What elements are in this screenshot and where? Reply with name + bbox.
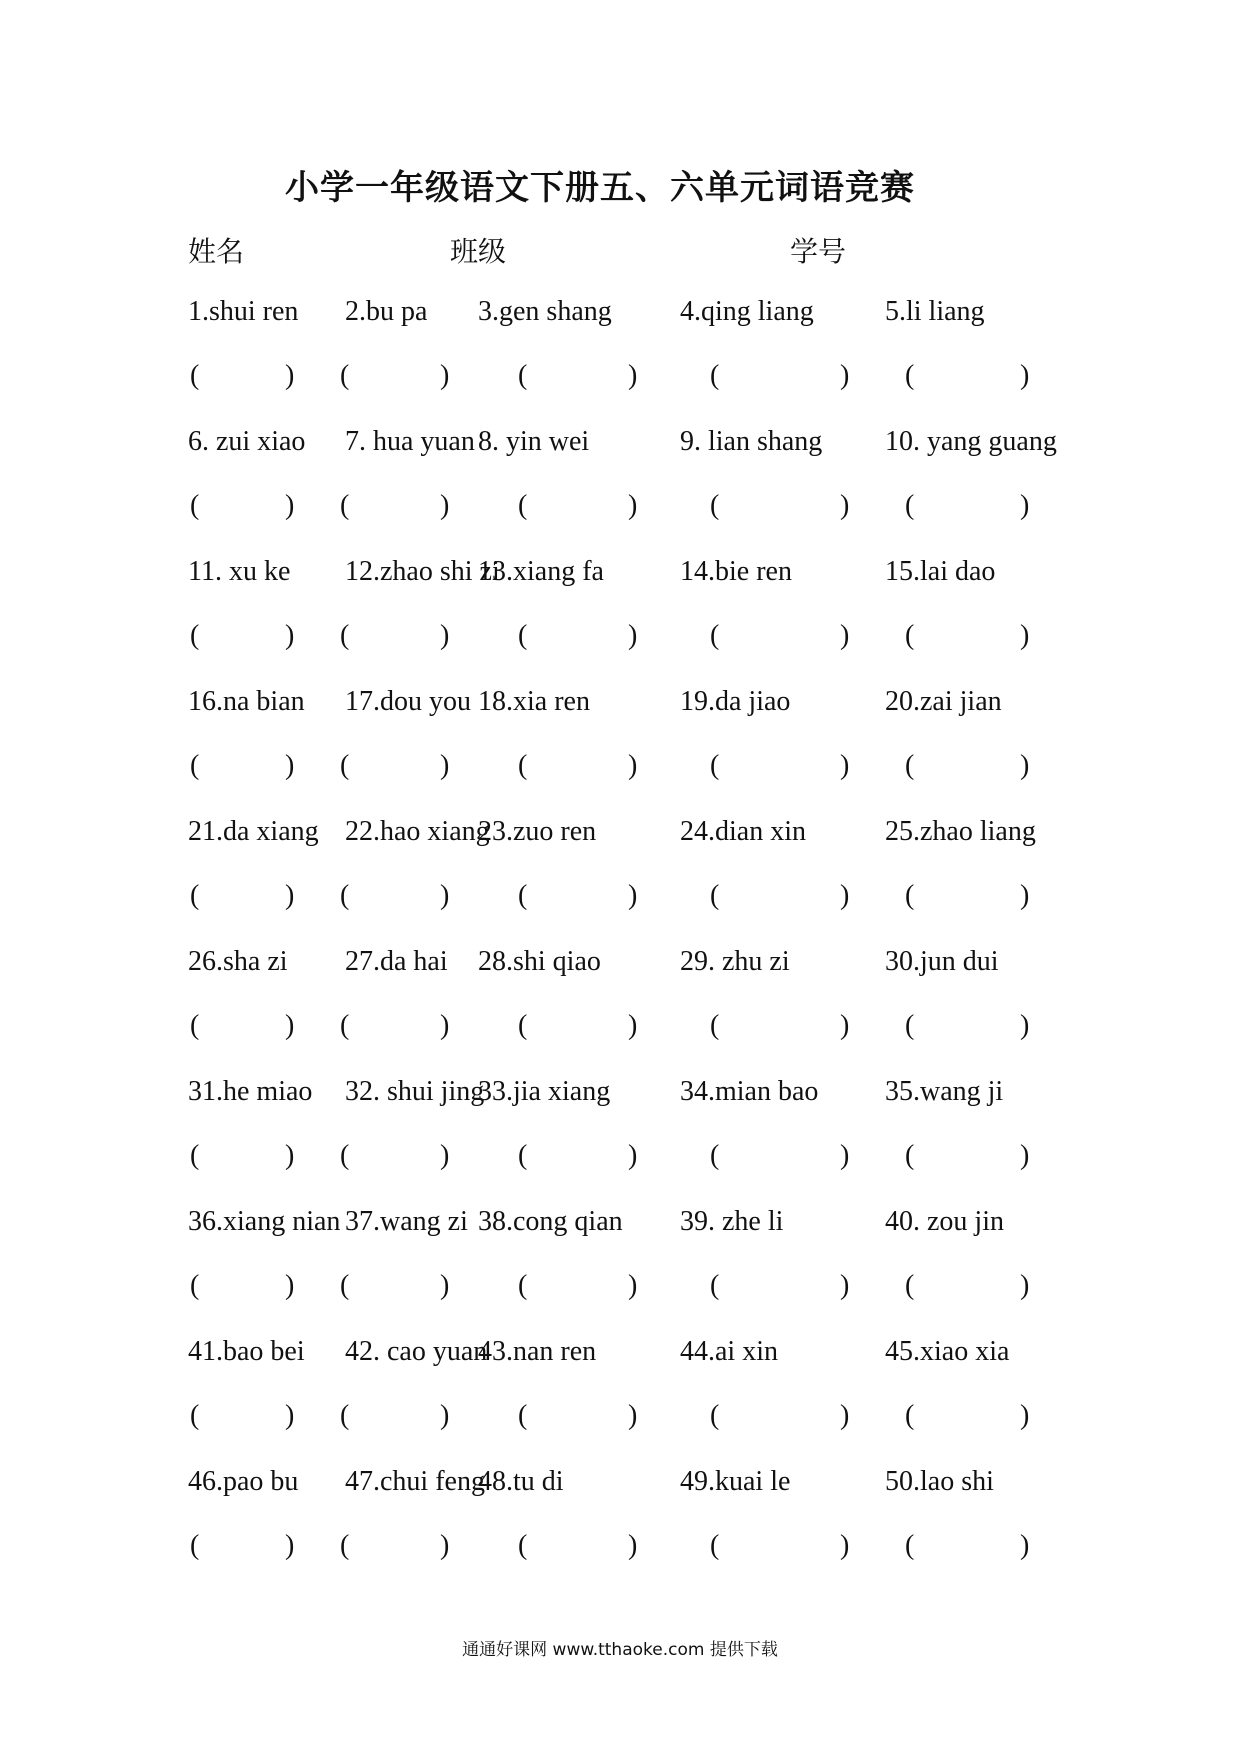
answer-paren-close: )	[628, 1530, 638, 1561]
answer-paren-close: )	[440, 880, 450, 911]
answer-paren-open: (	[518, 1530, 528, 1561]
answer-paren-close: )	[628, 620, 638, 651]
pinyin-item: 1.shui ren	[188, 296, 299, 327]
answer-paren-close: )	[840, 1270, 850, 1301]
answer-paren-open: (	[518, 1400, 528, 1431]
answer-paren-open: (	[905, 1400, 915, 1431]
pinyin-row	[0, 686, 1240, 726]
answer-paren-open: (	[518, 880, 528, 911]
answer-paren-close: )	[840, 1010, 850, 1041]
answer-paren-open: (	[518, 1140, 528, 1171]
answer-paren-close: )	[440, 1270, 450, 1301]
answer-row	[0, 1140, 1240, 1180]
answer-paren-close: )	[440, 1010, 450, 1041]
answer-paren-open: (	[905, 1010, 915, 1041]
pinyin-item: 30.jun dui	[885, 946, 999, 977]
pinyin-item: 33.jia xiang	[478, 1076, 611, 1107]
answer-paren-close: )	[1020, 1010, 1030, 1041]
pinyin-item: 14.bie ren	[680, 556, 792, 587]
answer-paren-open: (	[905, 620, 915, 651]
pinyin-row	[0, 1206, 1240, 1246]
answer-paren-open: (	[190, 490, 200, 521]
answer-paren-open: (	[710, 1530, 720, 1561]
pinyin-item: 19.da jiao	[680, 686, 791, 717]
answer-paren-close: )	[628, 1140, 638, 1171]
pinyin-row	[0, 1466, 1240, 1506]
pinyin-item: 24.dian xin	[680, 816, 806, 847]
name-label: 姓名	[188, 235, 245, 268]
answer-paren-open: (	[190, 620, 200, 651]
answer-paren-close: )	[285, 1140, 295, 1171]
pinyin-item: 16.na bian	[188, 686, 305, 717]
answer-paren-close: )	[840, 1400, 850, 1431]
answer-paren-open: (	[190, 1400, 200, 1431]
answer-paren-open: (	[518, 620, 528, 651]
answer-paren-close: )	[285, 1270, 295, 1301]
answer-paren-open: (	[710, 1400, 720, 1431]
answer-paren-close: )	[440, 620, 450, 651]
pinyin-item: 32. shui jing	[345, 1076, 485, 1107]
answer-paren-close: )	[628, 1400, 638, 1431]
answer-paren-open: (	[710, 1270, 720, 1301]
pinyin-item: 43.nan ren	[478, 1336, 597, 1367]
answer-paren-close: )	[628, 1270, 638, 1301]
pinyin-item: 5.li liang	[885, 296, 985, 327]
footer-credit: 通通好课网 www.tthaoke.com 提供下载	[462, 1640, 778, 1660]
answer-paren-open: (	[518, 1010, 528, 1041]
pinyin-item: 28.shi qiao	[478, 946, 601, 977]
pinyin-item: 11. xu ke	[188, 556, 291, 587]
answer-paren-open: (	[905, 490, 915, 521]
page-title: 小学一年级语文下册五、六单元词语竞赛	[285, 168, 915, 208]
answer-paren-open: (	[340, 880, 350, 911]
pinyin-item: 41.bao bei	[188, 1336, 305, 1367]
pinyin-row	[0, 556, 1240, 596]
pinyin-item: 8. yin wei	[478, 426, 590, 457]
pinyin-item: 9. lian shang	[680, 426, 823, 457]
answer-paren-close: )	[840, 620, 850, 651]
pinyin-row	[0, 426, 1240, 466]
pinyin-item: 49.kuai le	[680, 1466, 791, 1497]
pinyin-item: 4.qing liang	[680, 296, 814, 327]
pinyin-item: 29. zhu zi	[680, 946, 790, 977]
answer-paren-open: (	[340, 490, 350, 521]
answer-paren-open: (	[710, 1010, 720, 1041]
answer-paren-close: )	[628, 360, 638, 391]
answer-paren-open: (	[518, 490, 528, 521]
answer-row	[0, 1270, 1240, 1310]
answer-paren-close: )	[1020, 1400, 1030, 1431]
answer-paren-close: )	[285, 360, 295, 391]
answer-paren-close: )	[440, 360, 450, 391]
answer-paren-close: )	[440, 490, 450, 521]
answer-paren-close: )	[840, 490, 850, 521]
pinyin-row	[0, 1076, 1240, 1116]
answer-paren-close: )	[440, 750, 450, 781]
answer-row	[0, 750, 1240, 790]
answer-paren-open: (	[710, 1140, 720, 1171]
answer-paren-close: )	[1020, 1140, 1030, 1171]
pinyin-item: 22.hao xiang	[345, 816, 490, 847]
pinyin-item: 3.gen shang	[478, 296, 612, 327]
answer-paren-close: )	[840, 880, 850, 911]
pinyin-item: 2.bu pa	[345, 296, 428, 327]
answer-paren-close: )	[840, 360, 850, 391]
pinyin-item: 7. hua yuan	[345, 426, 475, 457]
answer-paren-open: (	[190, 360, 200, 391]
answer-paren-open: (	[190, 1010, 200, 1041]
pinyin-item: 23.zuo ren	[478, 816, 597, 847]
answer-paren-open: (	[905, 1530, 915, 1561]
answer-paren-open: (	[190, 880, 200, 911]
pinyin-item: 35.wang ji	[885, 1076, 1004, 1107]
answer-paren-close: )	[1020, 880, 1030, 911]
pinyin-row	[0, 816, 1240, 856]
answer-row	[0, 1010, 1240, 1050]
answer-paren-close: )	[1020, 1530, 1030, 1561]
answer-paren-close: )	[285, 880, 295, 911]
answer-paren-close: )	[285, 1400, 295, 1431]
answer-paren-close: )	[285, 1530, 295, 1561]
answer-row	[0, 490, 1240, 530]
answer-paren-open: (	[710, 880, 720, 911]
answer-row	[0, 1400, 1240, 1440]
answer-paren-open: (	[710, 490, 720, 521]
pinyin-item: 48.tu di	[478, 1466, 564, 1497]
answer-paren-open: (	[710, 620, 720, 651]
answer-paren-close: )	[628, 880, 638, 911]
answer-row	[0, 880, 1240, 920]
pinyin-item: 21.da xiang	[188, 816, 319, 847]
answer-paren-open: (	[905, 880, 915, 911]
pinyin-item: 50.lao shi	[885, 1466, 994, 1497]
answer-paren-close: )	[1020, 360, 1030, 391]
answer-paren-open: (	[340, 1400, 350, 1431]
pinyin-item: 47.chui feng	[345, 1466, 485, 1497]
student-id-label: 学号	[790, 235, 847, 268]
answer-paren-open: (	[518, 1270, 528, 1301]
answer-paren-open: (	[340, 1530, 350, 1561]
pinyin-item: 6. zui xiao	[188, 426, 306, 457]
pinyin-item: 36.xiang nian	[188, 1206, 341, 1237]
answer-paren-close: )	[1020, 490, 1030, 521]
answer-paren-open: (	[340, 1010, 350, 1041]
pinyin-item: 34.mian bao	[680, 1076, 819, 1107]
answer-paren-open: (	[340, 750, 350, 781]
pinyin-item: 44.ai xin	[680, 1336, 778, 1367]
answer-paren-open: (	[518, 360, 528, 391]
answer-paren-open: (	[710, 360, 720, 391]
pinyin-item: 27.da hai	[345, 946, 448, 977]
answer-paren-close: )	[1020, 1270, 1030, 1301]
answer-paren-close: )	[285, 750, 295, 781]
pinyin-item: 26.sha zi	[188, 946, 288, 977]
answer-paren-open: (	[710, 750, 720, 781]
pinyin-item: 17.dou you	[345, 686, 471, 717]
answer-paren-open: (	[190, 1530, 200, 1561]
pinyin-item: 42. cao yuan	[345, 1336, 488, 1367]
answer-paren-close: )	[840, 1530, 850, 1561]
answer-paren-open: (	[340, 360, 350, 391]
answer-paren-open: (	[518, 750, 528, 781]
pinyin-item: 20.zai jian	[885, 686, 1002, 717]
answer-paren-open: (	[905, 1140, 915, 1171]
pinyin-item: 46.pao bu	[188, 1466, 299, 1497]
pinyin-item: 13.xiang fa	[478, 556, 604, 587]
answer-paren-open: (	[190, 1140, 200, 1171]
pinyin-item: 39. zhe li	[680, 1206, 784, 1237]
pinyin-item: 10. yang guang	[885, 426, 1057, 457]
answer-paren-close: )	[628, 750, 638, 781]
pinyin-item: 38.cong qian	[478, 1206, 623, 1237]
answer-paren-close: )	[1020, 750, 1030, 781]
pinyin-item: 45.xiao xia	[885, 1336, 1010, 1367]
answer-paren-close: )	[840, 750, 850, 781]
answer-row	[0, 360, 1240, 400]
pinyin-item: 37.wang zi	[345, 1206, 468, 1237]
pinyin-item: 40. zou jin	[885, 1206, 1004, 1237]
answer-paren-close: )	[285, 490, 295, 521]
pinyin-item: 31.he miao	[188, 1076, 313, 1107]
answer-paren-close: )	[440, 1400, 450, 1431]
pinyin-item: 25.zhao liang	[885, 816, 1036, 847]
pinyin-row	[0, 1336, 1240, 1376]
answer-paren-close: )	[628, 490, 638, 521]
pinyin-row	[0, 296, 1240, 336]
answer-paren-open: (	[190, 750, 200, 781]
answer-paren-close: )	[840, 1140, 850, 1171]
pinyin-row	[0, 946, 1240, 986]
answer-paren-close: )	[628, 1010, 638, 1041]
answer-paren-close: )	[440, 1530, 450, 1561]
pinyin-item: 12.zhao shi zi	[345, 556, 500, 587]
answer-row	[0, 620, 1240, 660]
answer-paren-close: )	[440, 1140, 450, 1171]
answer-paren-open: (	[905, 1270, 915, 1301]
class-label: 班级	[450, 235, 507, 268]
answer-paren-open: (	[340, 620, 350, 651]
answer-paren-close: )	[1020, 620, 1030, 651]
pinyin-item: 15.lai dao	[885, 556, 996, 587]
answer-paren-open: (	[340, 1140, 350, 1171]
answer-paren-open: (	[905, 360, 915, 391]
answer-paren-open: (	[905, 750, 915, 781]
pinyin-item: 18.xia ren	[478, 686, 590, 717]
answer-paren-open: (	[340, 1270, 350, 1301]
answer-paren-close: )	[285, 1010, 295, 1041]
answer-row	[0, 1530, 1240, 1570]
answer-paren-open: (	[190, 1270, 200, 1301]
answer-paren-close: )	[285, 620, 295, 651]
